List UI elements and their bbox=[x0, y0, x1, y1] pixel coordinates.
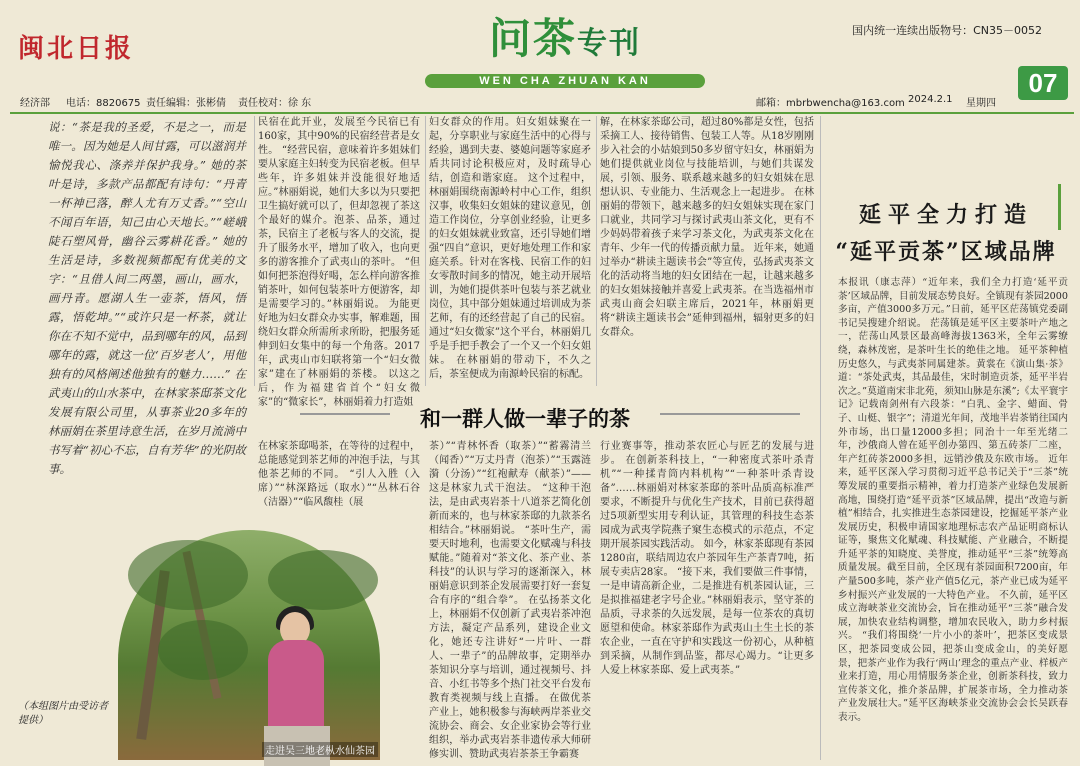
section-pinyin: WEN CHA ZHUAN KAN bbox=[479, 75, 651, 87]
right-article-body bbox=[838, 276, 1068, 758]
column-divider bbox=[596, 116, 597, 386]
column-divider bbox=[820, 116, 821, 760]
editor-label: 责任编辑：张彬倩 bbox=[146, 98, 226, 109]
article-text: 解，在林家茶邸公司，超过80%都是女性，包括采摘工人、接待销售、包装工人等。从18岁刚刚步入社会的小姑娘到50多岁留守妇女，林丽娟为她们提供就业岗位与技能培训，与她们共谋发展，引领、服务、联系越来越多的妇女姐妹在思想认识、专业能力、生活观念上一起进步。 在林丽娟的带领下，越来越多的妇女姐妹实现在家门口就业，共同学习与探讨武夷山茶文化，更有不少妈妈带着孩子来学习茶文化，为武夷茶文化在青年、少年一代的传播贡献力量。 近年来，她通过举办“耕读主题读书会”等宣传，弘扬武夷茶文化的活动将当地的妇女团结在一起，让越来越多的妇女姐妹接触并喜爱上武夷茶。在当选福州市武夷山商会妇联主席后，2021年，林丽娟更将“耕读主题读书会”延伸到福州，辐射更多的妇女群众。 bbox=[600, 117, 814, 338]
email-label: 邮箱：mbrbwencha@163.com bbox=[756, 98, 905, 109]
right-article-title bbox=[826, 198, 1066, 266]
column-divider bbox=[425, 116, 426, 386]
newspaper-logo: 闽北日报 bbox=[18, 34, 135, 64]
phone-label: 电话：8820675 bbox=[66, 98, 141, 109]
article-text: 民宿在此开业，发展至今民宿已有160家，其中90%的民宿经营者是女性。 “经营民宿，意味着许多姐妹们要从家庭主妇转变为民宿老板。但早些年，许多姐妹并没能很好地适应。”林丽娟说，她们大多以为只要把卫生搞好就可以了，但却忽视了茶这个最好的媒介。泡茶、品茶，通过茶，民宿主了老板与客人的交流，提升了服务水平，增加了收入，也向更多的游客推介了武夷山的茶叶。 “但如何把茶泡得好喝，怎么样向游客推销茶叶，如何包装茶叶方便游客，却是需要学习的。”林丽娟说。 为能更好地为妇女群众办实事，解难题，围绕妇女群众所需所求所盼，把服务延伸到妇女集中的每一个角落。2017年，武夷山市妇联将第一个“妇女微家”建在了林丽娟的茶楼。 以这之后，作为福建省首个“妇女微家”的“微家长”，林丽娟着力打造姐 bbox=[258, 117, 420, 408]
person-figure bbox=[268, 640, 324, 732]
weekday-label: 星期四 bbox=[966, 98, 996, 109]
article-column-4-lower bbox=[600, 440, 814, 758]
article-column-1 bbox=[48, 118, 246, 578]
article-text: 茶）”“青林怀香（取茶）”“蓄霧清兰（闻香）”“万丈丹青（泡茶）”“玉露涟漪（分汤）”“红袍献寿（献茶）”——这是林家九式干泡法。 “这种干泡法，是由武夷岩茶十八道茶艺简化创新而来的，也与林家茶邸的九款茶名相结合。”林丽娟说。 “茶叶生产，需要天时地利，也需要文化赋魂与科技赋能。”随着对“茶文化、茶产业、茶科技”的认识与学习的逐渐深入，林丽娟意识到茶企发展需要打好一套复合有序的“组合拳”。 在弘扬茶文化上，林丽娟不仅创新了武夷岩茶冲泡方法，凝定产品系列，建设企业文化，她还专注讲好“一片叶、一群人、一辈子”的品牌故事，定期举办茶知识分享与培训，通过视频号、抖音、小红书等多个热门社交平台发布教育类视频与线上直播。 在做优茶产业上，她积极参与海峡两岸茶业交流协会、商会、女企业家协会等行业组织，举办武夷岩茶非遗传承大师研修实训、赞助武夷岩茶茶王争霸赛 bbox=[429, 441, 591, 760]
info-bar bbox=[0, 94, 1018, 110]
masthead bbox=[0, 0, 1080, 98]
section-pinyin-bar bbox=[425, 74, 705, 88]
article-text: 行业赛事等，推动茶农匠心与匠艺的发展与进步。 在创新茶科技上，“一种密度式茶叶杀青机”“一种揉青筒内料机构”“一种茶叶杀青设备”……林丽娟对林家茶邸的茶叶品质高标准严要求，不断提升与优化生产技术，目前已获得超过5项新型实用专利认证，其管理的科技生态茶园成为武夷学院燕子窠生态模式的示范点，不定期开展茶园实践活动。 如今，林家茶邸现有茶园1280亩，联结周边农户茶园年生产茶青7吨，拓展专卖店28家。 “接下来，我们要做三件事情，一是申请高新企业，二是推进有机茶园认证，三是拟推福建老字号企业。”林丽娟表示，坚守茶的品质，寻求茶的久远发展，是每一位茶农的真切愿望和使命。林家茶邸作为武夷山土生土长的茶农企业，一直在守护和实践这一份初心，从种植到采摘，从制作到品鉴，都尽心竭力。“让更多人爱上林家茶邸、爱上武夷茶。” bbox=[600, 441, 814, 676]
date-label: 2024.2.1 bbox=[908, 94, 953, 105]
header-rule bbox=[10, 112, 1074, 114]
column-divider bbox=[254, 116, 255, 386]
proof-label: 责任校对：徐 东 bbox=[238, 98, 312, 109]
article-column-4 bbox=[600, 116, 814, 386]
article-column-2-lower bbox=[258, 440, 420, 520]
article-text: 妇女群众的作用。妇女姐妹聚在一起，分享职业与家庭生活中的心得与经验，遇到夫妻、婆媳问题等家庭矛盾共同讨论积极应对，及时疏导心结，创造和谐家庭。 这个过程中，林丽娟围绕南源岭村中心工作，组织汉事，收集妇女姐妹的建议意见，创造工作岗位，分享创业经验，让更多的妇女姐妹就业致富，还引导她们增强“四自”意识，更好地处理工作和家庭关系。针对在客栈、民宿工作的妇女零散时间多的情况，她主动开展培训，为她们提供茶叶包装与茶艺就业岗位，其中部分姐妹通过培训成为茶艺师，有的还经营起了自己的民宿。 通过“妇女微家”这个平台，林丽娟几乎是手把手教会了一个又一个妇女姐妹。 在林丽娟的带动下，不久之后，茶室便成为南源岭民宿的标配。 bbox=[429, 117, 591, 380]
article-column-2 bbox=[258, 116, 420, 408]
dept-label: 经济部 bbox=[20, 98, 50, 109]
article-text: 在林家茶邸喝茶，在等待的过程中，总能感觉到茶艺师的冲泡手法，与其他茶艺师的不同。 “引人入胜（入席）”“林深路远（取水）”“丛林石谷（洁器）”“临风馥桂（展 bbox=[258, 441, 420, 508]
right-title-line2: “延平贡茶”区域品牌 bbox=[835, 239, 1057, 265]
publication-serial: 国内统一连续出版物号：CN35－0052 bbox=[852, 24, 1042, 37]
section-headline: 和一群人做一辈子的茶 bbox=[420, 406, 630, 431]
photo-caption: 走进吴三地老枞水仙茶园 bbox=[262, 742, 378, 757]
article-column-3-lower bbox=[429, 440, 591, 758]
tea-garden-photo bbox=[118, 530, 380, 760]
article-column-3 bbox=[429, 116, 591, 386]
right-title-line1: 延平全力打造 bbox=[858, 202, 1033, 228]
photo-credit: （本组图片由受访者提供） bbox=[18, 701, 108, 726]
article-text: 说：“茶是我的圣爱，不是之一，而是唯一。因为她是人间甘露，可以滋润并愉悦我心、涤养并保护我身。” 她的茶叶是诗，多款产品都配有诗句：“丹青一杯神已落，醉人尤有万丈香。”“空山不闻百年语，知己由心天地长。”“嵯峨陡石塑风骨，幽谷云雾耕花香。” 她的生活是诗，多数视频都配有优美的文字：“且借人间二两墨，画山，画水，画丹青。愿湖人生一壶茶，悟风，悟露，悟乾坤。”“或许只是一杯茶，就让你在不知不觉中，品到哪年的风，品到哪年的露，就这一位‘百岁老人’，用他独有的风格阐述他独有的魅力……” 在武夷山的山水茶中，在林家茶邸茶文化发展有限公司里，从事茶业20多年的林丽娟在茶里诗意生活，在岁月流淌中书写着“初心不忘，自有芳华”的光阴故事。 bbox=[48, 120, 246, 476]
headline-decoration bbox=[660, 413, 800, 415]
article-text: 本报讯（康志萍）“近年来，我们全力打造‘延平贡茶’区域品牌，目前发展态势良好。全镇现有茶园2000多亩，产值3000多万元。”日前，延平区茫荡镇党委副书记吴搜建介绍说。 茫荡镇是延平区主要茶叶产地之一，茫荡山风景区最高峰海拔1363米，全年云雾缭绕，森林茂密，是茶叶生长的绝佳之地。 延平茶种植历史悠久，与武夷茶同属建茶。黄裳在《演山集·茶》道：“茶处武夷，其品最佳，宋时制造贡茶，延平半岩次之。”莫道南宋非北苑，须知山脉是东溪”;《太平寰宇记》记载南剑州有六段茶：“白乳、金字、蜡面、骨子、山梃、银字”；清道光年间，茂地半岩茶销往国内外市场，出口量12000多担；同治十一年至光绪二年，沙俄商人曾在延平创办第四、第五砖茶厂二座，年产红砖茶2000多担，远销沙俄及东欧市场。 近年来，延平区深入学习贯彻习近平总书记关于“三茶”统筹发展的重要指示精神，着力打造茶产业绿色发展新高地，围绕打造“延平贡茶”区域品牌，提出“改造与新植”相结合，扎实推进生态茶园建设，挖掘延平茶产业发展历史，积极申请国家地理标志农产品证明商标认证等，聚焦文化赋魂、科技赋能、产业融合，不断提升延平茶的知晓度、美誉度，推动延平“三茶”统筹高质量发展。截至目前，全区现有茶园面积7200亩，年产量500多吨，茶产业产值5亿元，茶产业已成为延平乡村振兴产业发展的一大特色产业。 不久前，延平区成立海峡茶业交流协会，旨在推动延平“三茶”融合发展，加快农业结构调整，增加农民收入，助力乡村振兴。 “我们将围绕‘一片小小的茶叶’，把茶区变成景区，把茶园变成公园，把茶山变成金山，的美好愿景，把茶产业作为我行‘两山’理念的重点产业、样板产业来打造，用心用情服务茶企业，创新茶科技，致力宣传茶文化，推介茶品牌，扩展茶市场，全力推动茶产业发展壮大。”延平区海峡茶业交流协会会长吴跃春表示。 bbox=[838, 277, 1068, 723]
page-number: 07 bbox=[1018, 66, 1068, 100]
section-title bbox=[440, 6, 690, 66]
section-title-main: 问茶 bbox=[488, 14, 577, 63]
section-title-sub: 专刊 bbox=[577, 26, 641, 61]
headline-decoration bbox=[300, 413, 390, 415]
